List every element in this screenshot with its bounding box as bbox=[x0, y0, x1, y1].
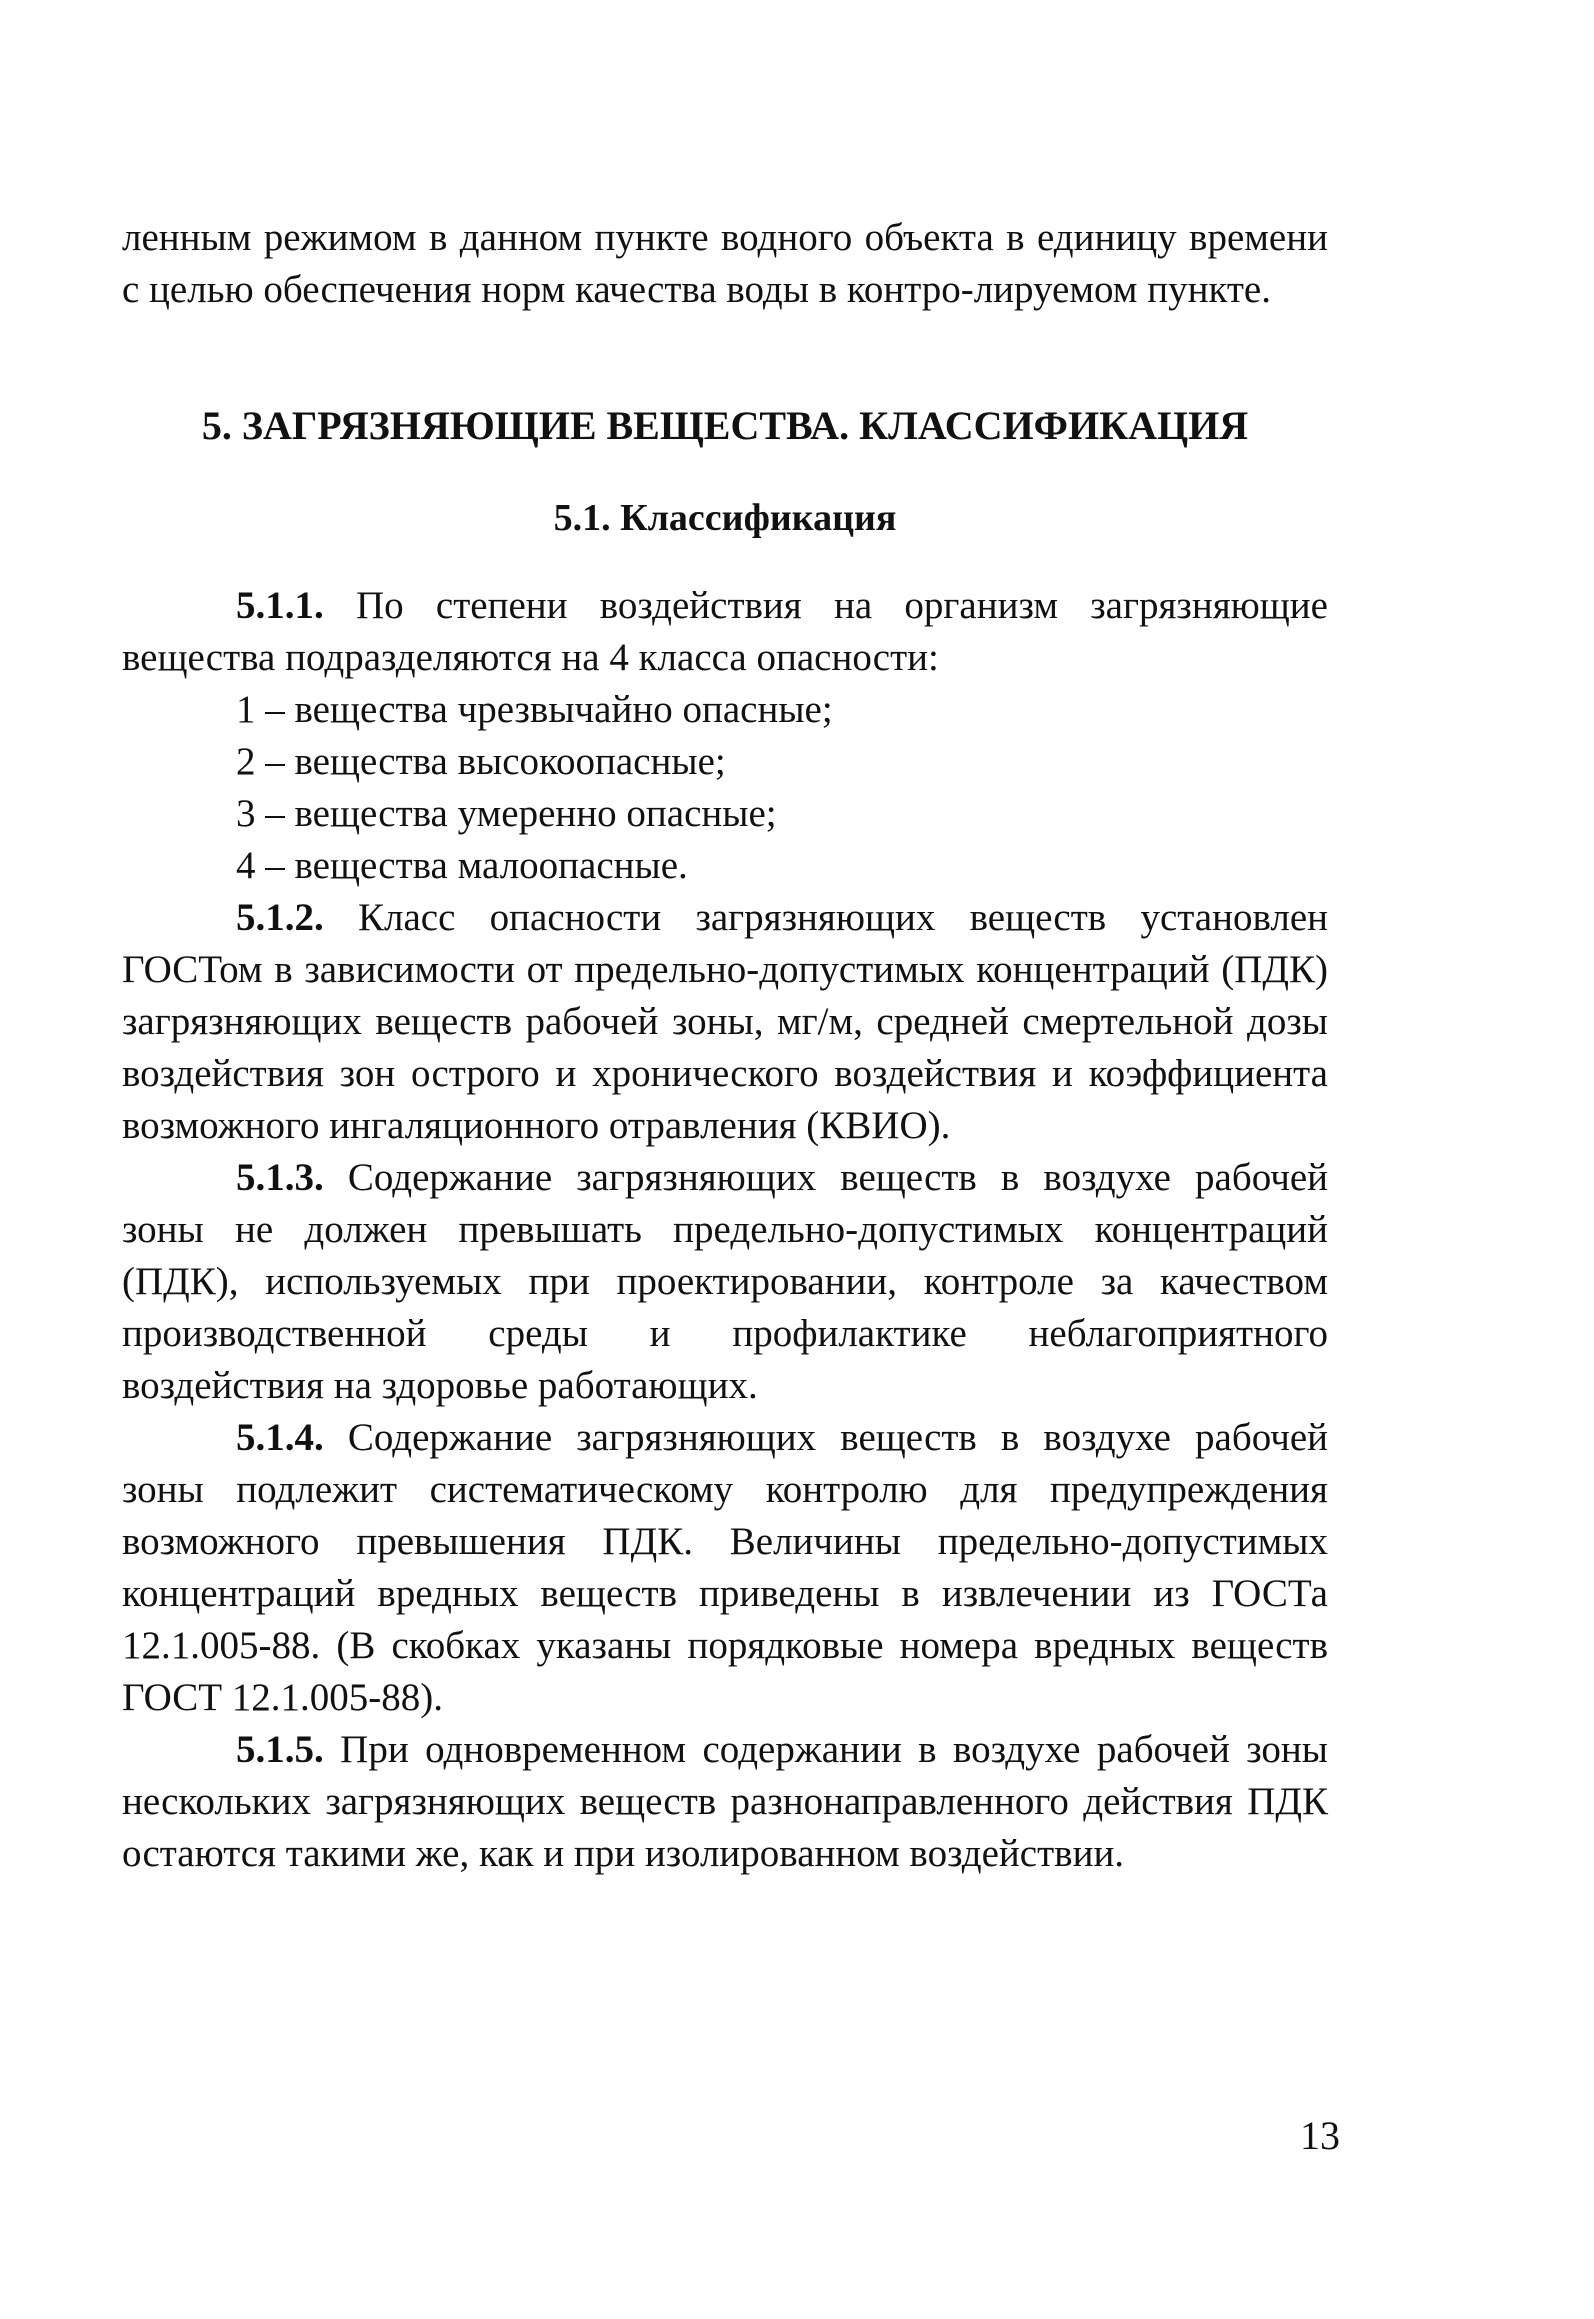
paragraph-5-1-3 bbox=[122, 1152, 1328, 1412]
paragraph-5-1-1 bbox=[122, 580, 1328, 684]
paragraph-number: 5.1.4. bbox=[236, 1416, 324, 1459]
paragraph-text: Содержание загрязняющих веществ в воздухе рабочей зоны не должен превышать предельно-допустимых концентраций (ПДК), используемых при проектировании, контроле за качеством производственной среды и профилактике неблагоприятного воздействия на здоровье работающих. bbox=[122, 1156, 1328, 1407]
intro-paragraph: ленным режимом в данном пункте водного объекта в единицу времени с целью обеспечения норм качества воды в контро-лируемом пункте. bbox=[122, 216, 1328, 311]
paragraph-5-1-2 bbox=[122, 892, 1328, 1152]
hazard-class-item-3: 3 – вещества умеренно опасные; bbox=[236, 792, 777, 835]
hazard-class-item-1: 1 – вещества чрезвычайно опасные; bbox=[236, 688, 833, 731]
paragraph-text: Класс опасности загрязняющих веществ установлен ГОСТом в зависимости от предельно-допустимых концентраций (ПДК) загрязняющих веществ рабочей зоны, мг/м, средней смертельной дозы воздействия зон острого и хронического воздействия и коэффициента возможного ингаляционного отравления (КВИО). bbox=[122, 896, 1328, 1147]
paragraph-text: При одновременном содержании в воздухе рабочей зоны нескольких загрязняющих веществ разнонаправленного действия ПДК остаются такими же, как и при изолированном воздействии. bbox=[122, 1728, 1328, 1875]
page-number: 13 bbox=[1300, 2113, 1340, 2158]
document-page bbox=[122, 212, 1328, 1880]
paragraph-number: 5.1.1. bbox=[236, 584, 324, 627]
paragraph-number: 5.1.2. bbox=[236, 896, 324, 939]
hazard-class-item-2: 2 – вещества высокоопасные; bbox=[236, 740, 726, 783]
paragraph-text: Содержание загрязняющих веществ в воздухе рабочей зоны подлежит систематическому контролю для предупреждения возможного превышения ПДК. Величины предельно-допустимых концентраций вредных веществ приведены в извлечении из ГОСТа 12.1.005-88. (В скобках указаны порядковые номера вредных веществ ГОСТ 12.1.005-88). bbox=[122, 1416, 1328, 1719]
paragraph-5-1-4 bbox=[122, 1412, 1328, 1724]
paragraph-number: 5.1.3. bbox=[236, 1156, 324, 1199]
subsection-title: 5.1. Классификация bbox=[553, 497, 897, 539]
paragraph-5-1-5 bbox=[122, 1724, 1328, 1880]
section-title: 5. ЗАГРЯЗНЯЮЩИЕ ВЕЩЕСТВА. КЛАССИФИКАЦИЯ bbox=[201, 403, 1249, 448]
paragraph-text: По степени воздействия на организм загрязняющие вещества подразделяются на 4 класса опасности: bbox=[122, 584, 1328, 679]
paragraph-number: 5.1.5. bbox=[236, 1728, 324, 1771]
hazard-class-item-4: 4 – вещества малоопасные. bbox=[236, 844, 688, 887]
